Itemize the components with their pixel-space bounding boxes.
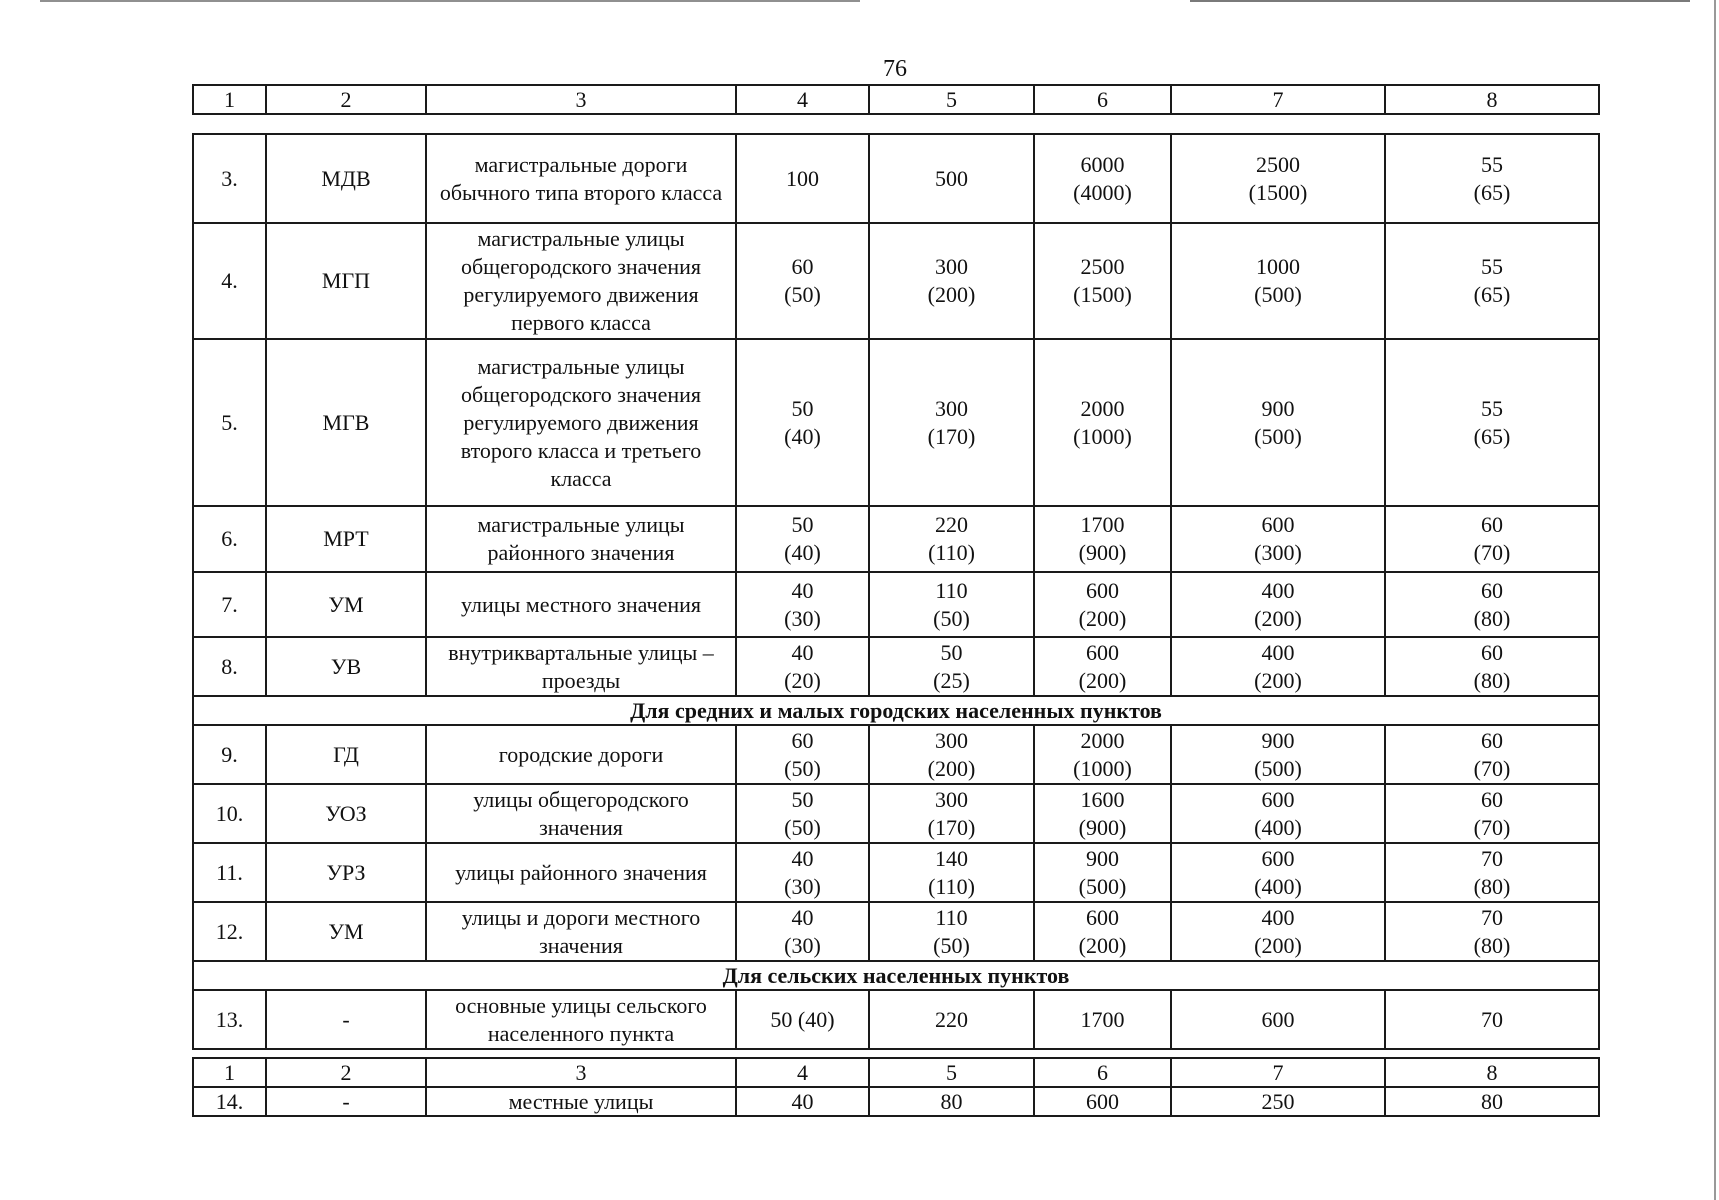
col-5-value <box>869 339 1034 506</box>
col-7-value-value: (500) <box>1254 755 1302 781</box>
col-8-value <box>1385 784 1599 843</box>
col-6-value-value: 2000 <box>1080 395 1125 421</box>
col-6-value-value: (900) <box>1078 814 1127 840</box>
design-speed-value: (50) <box>784 814 821 840</box>
design-speed-value: 40 <box>791 639 814 665</box>
row-number: 8. <box>193 637 266 696</box>
column-number-2: 2 <box>266 1058 426 1087</box>
col-5-value-value: 220 <box>935 1006 968 1032</box>
col-7-value <box>1171 223 1385 339</box>
column-number-8: 8 <box>1385 1058 1599 1087</box>
col-5-value <box>869 725 1034 784</box>
table-row <box>193 339 1599 506</box>
design-speed-value: 50 <box>791 786 814 812</box>
col-6-value-value: 600 <box>1086 639 1119 665</box>
col-7-value <box>1171 134 1385 223</box>
col-5-value-value: 140 <box>935 845 968 871</box>
road-category-code: МДВ <box>266 134 426 223</box>
col-8-value <box>1385 843 1599 902</box>
col-6-value <box>1034 637 1171 696</box>
col-5-value-value: 80 <box>940 1088 963 1114</box>
col-7-value <box>1171 990 1385 1049</box>
col-8-value <box>1385 725 1599 784</box>
design-speed <box>736 725 869 784</box>
col-7-value <box>1171 725 1385 784</box>
column-number-row <box>193 85 1599 114</box>
col-6-value <box>1034 725 1171 784</box>
road-category-code: - <box>266 990 426 1049</box>
page-number: 76 <box>883 56 907 82</box>
col-6-value <box>1034 572 1171 637</box>
row-number: 9. <box>193 725 266 784</box>
col-5-value-value: 110 <box>935 577 968 603</box>
design-speed-value: 50 (40) <box>770 1006 835 1032</box>
road-parameters-table <box>192 133 1600 1050</box>
col-7-value <box>1171 637 1385 696</box>
design-speed-value: 60 <box>791 254 814 279</box>
column-number-row <box>193 1058 1599 1087</box>
road-category-name: магистральные дороги обычного типа второго класса <box>426 134 736 223</box>
design-speed <box>736 784 869 843</box>
col-5-value-value: (50) <box>933 605 970 631</box>
col-7-value-value: (200) <box>1254 605 1302 631</box>
col-6-value-value: 1700 <box>1080 1006 1125 1032</box>
row-number: 3. <box>193 134 266 223</box>
col-7-value-value: 600 <box>1261 786 1295 812</box>
row-number: 5. <box>193 339 266 506</box>
design-speed-value: (40) <box>784 540 821 565</box>
design-speed-value: 40 <box>791 577 814 603</box>
design-speed <box>736 339 869 506</box>
row-number: 12. <box>193 902 266 961</box>
col-7-value-value: 900 <box>1261 727 1295 753</box>
road-category-name: улицы районного значения <box>426 843 736 902</box>
col-8-value-value: 60 <box>1481 727 1503 753</box>
col-6-value-value: 6000 <box>1080 151 1125 177</box>
design-speed-value: (50) <box>784 755 821 781</box>
col-6-value <box>1034 990 1171 1049</box>
col-8-value-value: 70 <box>1481 845 1503 871</box>
col-7-value-value: 600 <box>1261 845 1295 871</box>
col-5-value-value: 110 <box>935 904 968 930</box>
col-7-value-value: (500) <box>1254 282 1302 307</box>
road-category-code: МГВ <box>266 339 426 506</box>
row-number: 11. <box>193 843 266 902</box>
road-category-name: городские дороги <box>426 725 736 784</box>
table-row <box>193 572 1599 637</box>
col-6-value-value: 2000 <box>1080 727 1125 753</box>
col-7-value-value: 2500 <box>1256 151 1300 177</box>
col-6-value-value: 1700 <box>1080 512 1125 537</box>
design-speed-value: (40) <box>784 423 821 449</box>
col-6-value-value: 600 <box>1086 577 1119 603</box>
col-7-value-value: 400 <box>1261 639 1295 665</box>
row-number: 4. <box>193 223 266 339</box>
road-category-code: МГП <box>266 223 426 339</box>
col-7-value-value: (400) <box>1254 873 1302 899</box>
table-row <box>193 843 1599 902</box>
col-5-value <box>869 990 1034 1049</box>
col-5-value <box>869 1087 1034 1116</box>
col-7-value-value: (1500) <box>1248 179 1308 205</box>
col-8-value-value: (80) <box>1473 932 1511 958</box>
col-7-value-value: (400) <box>1254 814 1302 840</box>
col-5-value-value: 220 <box>935 512 968 537</box>
table-row <box>193 134 1599 223</box>
road-category-name: магистральные улицы общегородского значения регулируемого движения второго класса и третьего класса <box>426 339 736 506</box>
design-speed-value: 40 <box>791 1088 814 1114</box>
col-5-value <box>869 843 1034 902</box>
column-number-1: 1 <box>193 85 266 114</box>
col-5-value-value: (110) <box>928 873 975 899</box>
col-8-value-value: 60 <box>1481 786 1503 812</box>
col-5-value-value: (110) <box>928 540 975 565</box>
col-7-value-value: (300) <box>1254 540 1302 565</box>
col-8-value-value: (80) <box>1473 873 1511 899</box>
col-6-value-value: (4000) <box>1073 179 1132 205</box>
column-number-3: 3 <box>426 85 736 114</box>
col-5-value-value: 50 <box>940 639 963 665</box>
road-category-name: основные улицы сельского населенного пункта <box>426 990 736 1049</box>
col-8-value-value: 80 <box>1481 1088 1503 1114</box>
table-row <box>193 784 1599 843</box>
road-category-name: улицы и дороги местного значения <box>426 902 736 961</box>
road-category-name: улицы общегородского значения <box>426 784 736 843</box>
col-5-value-value: 300 <box>935 395 968 421</box>
col-8-value-value: 55 <box>1481 151 1503 177</box>
table-row <box>193 902 1599 961</box>
col-5-value <box>869 637 1034 696</box>
column-number-4: 4 <box>736 85 869 114</box>
design-speed-value: 40 <box>791 904 814 930</box>
col-7-value-value: 1000 <box>1256 254 1300 279</box>
column-number-6: 6 <box>1034 85 1171 114</box>
col-6-value <box>1034 506 1171 572</box>
road-category-code: УРЗ <box>266 843 426 902</box>
design-speed-value: 100 <box>786 165 819 191</box>
scan-edge-top-right <box>1190 0 1690 2</box>
col-7-value-value: 400 <box>1261 577 1295 603</box>
col-6-value-value: 2500 <box>1080 254 1125 279</box>
design-speed <box>736 134 869 223</box>
row-number: 13. <box>193 990 266 1049</box>
col-8-value <box>1385 339 1599 506</box>
col-6-value <box>1034 784 1171 843</box>
design-speed-value: (50) <box>784 282 821 307</box>
col-8-value-value: (80) <box>1473 667 1511 693</box>
col-6-value-value: (1500) <box>1073 282 1132 307</box>
road-category-name: внутриквартальные улицы – проезды <box>426 637 736 696</box>
row-number: 14. <box>193 1087 266 1116</box>
design-speed <box>736 506 869 572</box>
col-6-value-value: (200) <box>1078 605 1127 631</box>
row-number: 10. <box>193 784 266 843</box>
section-heading-row <box>193 696 1599 725</box>
table-row <box>193 1087 1599 1116</box>
col-5-value-value: 300 <box>935 786 968 812</box>
col-5-value <box>869 572 1034 637</box>
road-category-code: УОЗ <box>266 784 426 843</box>
col-7-value-value: 400 <box>1261 904 1295 930</box>
col-7-value-value: 600 <box>1261 1006 1295 1032</box>
col-6-value-value: 1600 <box>1080 786 1125 812</box>
design-speed-value: 60 <box>791 727 814 753</box>
design-speed-value: (30) <box>784 873 821 899</box>
road-category-code: УМ <box>266 572 426 637</box>
col-8-value <box>1385 572 1599 637</box>
column-number-5: 5 <box>869 85 1034 114</box>
design-speed <box>736 1087 869 1116</box>
col-8-value <box>1385 902 1599 961</box>
row-number: 6. <box>193 506 266 572</box>
col-7-value <box>1171 506 1385 572</box>
road-category-code: - <box>266 1087 426 1116</box>
section-heading: Для средних и малых городских населенных пунктов <box>193 696 1599 725</box>
col-8-value-value: (70) <box>1473 755 1511 781</box>
col-5-value-value: (200) <box>927 755 976 781</box>
col-5-value-value: (25) <box>933 667 970 693</box>
table-row <box>193 725 1599 784</box>
col-8-value <box>1385 134 1599 223</box>
col-8-value-value: (65) <box>1473 282 1511 307</box>
column-number-3: 3 <box>426 1058 736 1087</box>
road-category-name: магистральные улицы общегородского значения регулируемого движения первого класса <box>426 223 736 339</box>
table-row <box>193 506 1599 572</box>
col-6-value-value: (1000) <box>1073 755 1132 781</box>
col-7-value <box>1171 784 1385 843</box>
col-8-value-value: 60 <box>1481 512 1503 537</box>
design-speed <box>736 902 869 961</box>
col-8-value-value: 55 <box>1481 254 1503 279</box>
col-6-value-value: 900 <box>1086 845 1119 871</box>
col-7-value-value: 900 <box>1261 395 1295 421</box>
col-5-value <box>869 134 1034 223</box>
col-8-value-value: (65) <box>1473 423 1511 449</box>
road-category-name: магистральные улицы районного значения <box>426 506 736 572</box>
column-number-8: 8 <box>1385 85 1599 114</box>
column-number-header-top <box>192 84 1600 115</box>
col-8-value-value: (70) <box>1473 540 1511 565</box>
scan-edge-top-left <box>40 0 860 2</box>
col-5-value-value: (170) <box>927 423 976 449</box>
section-heading-row <box>193 961 1599 990</box>
col-8-value-value: 60 <box>1481 639 1503 665</box>
col-6-value <box>1034 902 1171 961</box>
scan-edge-right <box>1714 0 1716 1200</box>
col-7-value-value: 600 <box>1261 512 1295 537</box>
road-category-code: ГД <box>266 725 426 784</box>
table-row <box>193 990 1599 1049</box>
col-6-value <box>1034 843 1171 902</box>
col-5-value-value: (200) <box>927 282 976 307</box>
col-8-value-value: (65) <box>1473 179 1511 205</box>
table-row <box>193 637 1599 696</box>
col-5-value-value: 300 <box>935 254 968 279</box>
col-5-value-value: (50) <box>933 932 970 958</box>
col-8-value <box>1385 1087 1599 1116</box>
col-6-value-value: (1000) <box>1073 423 1132 449</box>
col-8-value-value: 70 <box>1481 904 1503 930</box>
design-speed-value: 50 <box>791 512 814 537</box>
col-5-value-value: 500 <box>935 165 968 191</box>
col-6-value-value: (900) <box>1078 540 1127 565</box>
design-speed <box>736 223 869 339</box>
design-speed-value: 40 <box>791 845 814 871</box>
col-5-value-value: (170) <box>927 814 976 840</box>
col-8-value-value: 70 <box>1481 1006 1503 1032</box>
continuation-table <box>192 1057 1600 1117</box>
col-8-value <box>1385 223 1599 339</box>
col-6-value-value: (200) <box>1078 667 1127 693</box>
col-8-value <box>1385 637 1599 696</box>
col-5-value-value: 300 <box>935 727 968 753</box>
road-category-code: УВ <box>266 637 426 696</box>
col-6-value-value: 600 <box>1086 904 1119 930</box>
column-number-4: 4 <box>736 1058 869 1087</box>
column-number-7: 7 <box>1171 85 1385 114</box>
col-7-value <box>1171 1087 1385 1116</box>
col-8-value-value: (70) <box>1473 814 1511 840</box>
road-category-code: УМ <box>266 902 426 961</box>
col-8-value-value: 55 <box>1481 395 1503 421</box>
col-5-value <box>869 784 1034 843</box>
col-7-value <box>1171 902 1385 961</box>
col-6-value <box>1034 134 1171 223</box>
col-7-value-value: (200) <box>1254 667 1302 693</box>
design-speed <box>736 990 869 1049</box>
col-6-value-value: (200) <box>1078 932 1127 958</box>
col-6-value <box>1034 1087 1171 1116</box>
col-7-value-value: (200) <box>1254 932 1302 958</box>
col-7-value <box>1171 339 1385 506</box>
design-speed <box>736 572 869 637</box>
col-5-value <box>869 506 1034 572</box>
design-speed-value: (30) <box>784 605 821 631</box>
column-number-6: 6 <box>1034 1058 1171 1087</box>
col-6-value <box>1034 223 1171 339</box>
col-8-value-value: 60 <box>1481 577 1503 603</box>
column-number-1: 1 <box>193 1058 266 1087</box>
column-number-2: 2 <box>266 85 426 114</box>
col-8-value <box>1385 506 1599 572</box>
row-number: 7. <box>193 572 266 637</box>
design-speed-value: 50 <box>791 395 814 421</box>
design-speed <box>736 637 869 696</box>
col-8-value-value: (80) <box>1473 605 1511 631</box>
col-7-value <box>1171 572 1385 637</box>
col-6-value-value: 600 <box>1086 1088 1119 1114</box>
road-category-code: МРТ <box>266 506 426 572</box>
col-6-value <box>1034 339 1171 506</box>
col-5-value <box>869 223 1034 339</box>
col-6-value-value: (500) <box>1078 873 1127 899</box>
col-7-value <box>1171 843 1385 902</box>
col-7-value-value: 250 <box>1261 1088 1295 1114</box>
column-number-7: 7 <box>1171 1058 1385 1087</box>
section-heading: Для сельских населенных пунктов <box>193 961 1599 990</box>
design-speed <box>736 843 869 902</box>
table-row <box>193 223 1599 339</box>
design-speed-value: (20) <box>784 667 821 693</box>
col-8-value <box>1385 990 1599 1049</box>
col-7-value-value: (500) <box>1254 423 1302 449</box>
road-category-name: улицы местного значения <box>426 572 736 637</box>
col-5-value <box>869 902 1034 961</box>
design-speed-value: (30) <box>784 932 821 958</box>
column-number-5: 5 <box>869 1058 1034 1087</box>
road-category-name: местные улицы <box>426 1087 736 1116</box>
